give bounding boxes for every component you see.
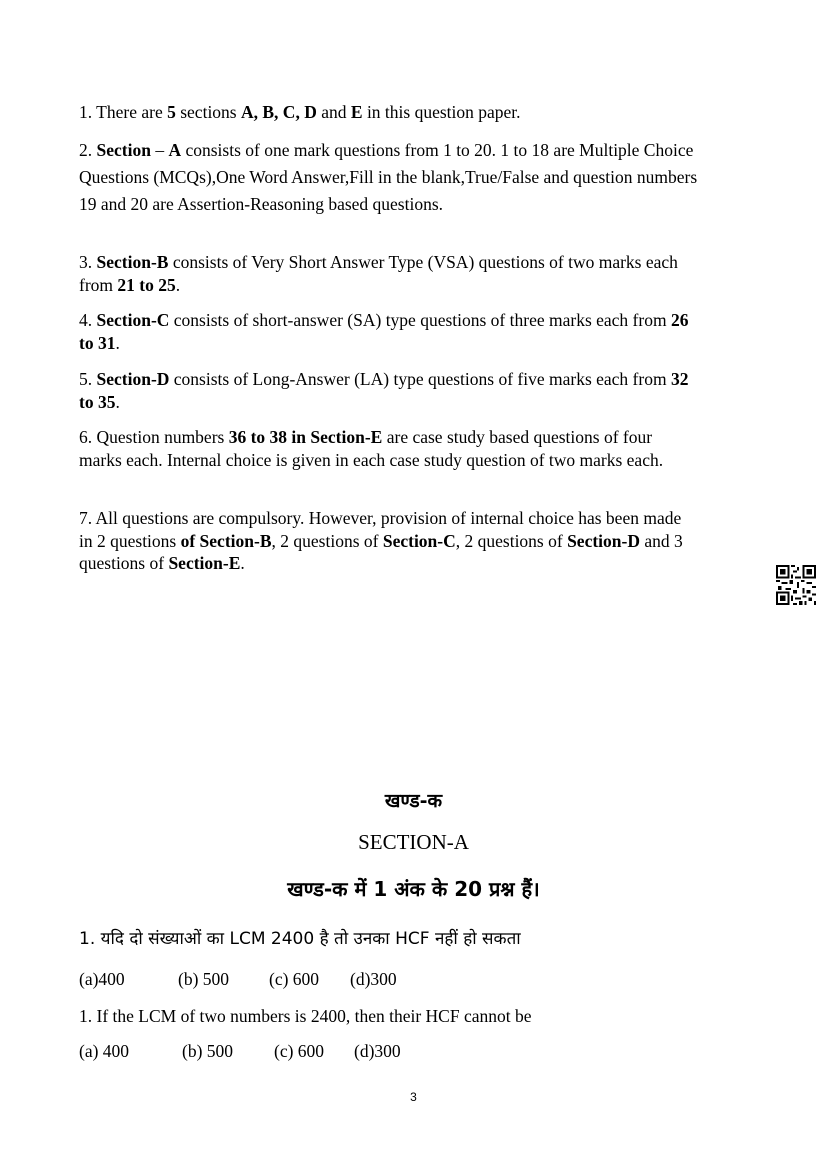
bold-run: 21 to 25	[117, 274, 176, 295]
section-hindi-subtitle: खण्ड-क में 1 अंक के 20 प्रश्न हैं।	[287, 877, 540, 901]
bold-run: of Section-B	[180, 530, 272, 551]
question-1-english: 1. If the LCM of two numbers is 2400, then their HCF cannot be	[79, 1006, 532, 1026]
bold-run: Section-B	[96, 252, 169, 272]
section-english-title: SECTION-A	[358, 830, 469, 854]
page-number: 3	[410, 1090, 417, 1104]
text-run: 7. All questions are compulsory. However, provision of internal choice has been made in 2 questions	[79, 508, 682, 551]
option-c: (c) 600	[274, 1041, 325, 1061]
text-run: and 3 questions of	[79, 530, 683, 573]
text-run: are case study based questions of four marks each. Internal choice is given in each case study question of two marks each.	[79, 427, 664, 470]
text-run: .	[175, 274, 181, 295]
text-run: .	[240, 553, 245, 573]
bold-run: Section-E	[168, 553, 241, 573]
option-d: (d)300	[350, 969, 397, 989]
text-run: , 2 questions of	[455, 530, 568, 551]
option-c: (c) 600	[269, 969, 320, 989]
text-run: consists of short-answer (SA) type questions of three marks each from	[169, 310, 671, 330]
bold-run: 26 to 31	[79, 310, 689, 353]
instruction-5	[79, 368, 699, 413]
bold-run: Section-C	[96, 310, 170, 330]
text-run: consists of one mark questions from 1 to 20. 1 to 18 are Multiple Choice Questions (MCQs),One Word Answer,Fill in the blank,True/False and question numbers 19 and 20 are Assertion-Reasoning based questions.	[79, 140, 698, 214]
bold-run: E	[350, 102, 363, 122]
instruction-7	[79, 507, 699, 575]
question-1-english-options	[79, 1041, 401, 1062]
bold-run: A	[168, 140, 182, 160]
bold-run: Section	[96, 140, 151, 160]
option-b: (b) 500	[182, 1041, 234, 1061]
text-run: in this question paper.	[362, 102, 521, 122]
bold-run: Section-C	[382, 530, 456, 551]
bold-run: 36 to 38 in Section-E	[228, 427, 383, 447]
text-run: –	[150, 140, 169, 160]
option-a: (a) 400	[79, 1041, 130, 1061]
instruction-3	[79, 251, 699, 296]
section-hindi-title: खण्ड-क	[384, 790, 443, 812]
text-run: .	[115, 332, 120, 353]
text-run: consists of Long-Answer (LA) type questions of five marks each from	[169, 369, 671, 389]
text-run: sections	[175, 102, 241, 122]
bold-run: Section-D	[567, 530, 640, 551]
text-run: 3.	[79, 252, 97, 272]
text-run: consists of Very Short Answer Type (VSA) questions of two marks each from	[79, 252, 678, 295]
option-d: (d)300	[354, 1041, 401, 1061]
text-run: 5.	[79, 369, 97, 389]
instruction-6	[79, 426, 699, 471]
bold-run: 5	[167, 102, 176, 122]
bold-run: 32 to 35	[79, 369, 689, 412]
bold-run: A, B, C, D	[241, 102, 317, 122]
bold-run: Section-D	[96, 369, 170, 389]
instruction-2	[79, 137, 699, 218]
option-a: (a)400	[79, 969, 125, 989]
question-1-hindi-options	[79, 969, 397, 990]
text-run: 2.	[79, 140, 97, 160]
text-run: 1. There are	[79, 102, 168, 122]
question-1-hindi: 1. यदि दो संख्याओं का LCM 2400 है तो उनका HCF नहीं हो सकता	[79, 929, 521, 949]
instruction-1	[79, 101, 699, 124]
text-run: and	[316, 102, 351, 122]
text-run: .	[115, 391, 120, 412]
text-run: 6. Question numbers	[79, 427, 229, 447]
instruction-4	[79, 309, 699, 354]
qr-code-icon	[776, 565, 816, 605]
option-b: (b) 500	[178, 969, 230, 989]
text-run: 4.	[79, 310, 97, 330]
text-run: , 2 questions of	[271, 530, 383, 551]
